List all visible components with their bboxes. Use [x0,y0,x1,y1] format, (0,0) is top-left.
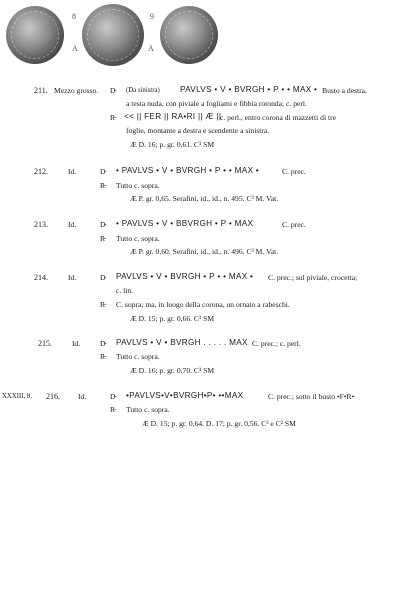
entry-metrics: Æ D. 15; p. gr. 0,66. C³ SM [130,314,215,323]
obverse-legend: •PAVLVS•V•BVRGH•P• ••MAX [126,391,244,400]
coin-image-8-obverse [6,6,64,64]
obverse-description: C. prec.; sul piviale, crocetta; [268,273,358,282]
coin-image-8-reverse [82,4,144,66]
legend-direction-note: (Da sinistra) [126,87,160,94]
entry-metrics: Æ D. 16; p. gr. 0,70. C³ SM [130,366,215,375]
entry-number: 215. [38,339,52,348]
coin-image-9 [160,6,218,64]
reverse-legend: << || FER || RA•RI || Æ || [124,112,222,121]
entry-number: 212. [34,167,48,176]
reverse-mark: R̴ [100,300,106,309]
obverse-mark: D̴ [110,86,116,95]
obverse-legend: • PAVLVS • V • BVRGH • P • • MAX • [116,166,259,175]
reverse-mark: R̴ [110,113,116,122]
entry-denomination: Mezzo grosso. [54,86,99,95]
entry-denomination: Id. [78,392,87,401]
entry-denomination: Id. [68,220,77,229]
obverse-legend: PAVLVS • V • BVRGH . . . . . MAX [116,338,248,347]
entry-number: 213. [34,220,48,229]
entry-number: 216. [46,392,60,401]
entry-metrics: Æ P. gr. 0,60. Serafini, id., id., n. 496. C³ M. Vat. [130,247,279,256]
plate-letter-a: A [148,44,154,53]
obverse-description: C. prec.; sotto il busto •F•R• [268,392,355,401]
entry-denomination: Id. [68,167,77,176]
obverse-description: C. prec.; c. perl. [252,339,301,348]
entry-number: 214. [34,273,48,282]
reverse-description: Tutto c. sopra. [116,181,160,190]
plate-reference: XXXIII, 8. [2,393,33,400]
reverse-description: C. sopra; ma, in luogo della corona, un ornato a rabeschi. [116,300,290,309]
entry-number: 211. [34,86,48,95]
obverse-mark: D̴ [100,273,106,282]
entry-metrics: Æ P. gr. 0,65. Serafini, id., id., n. 495. C³ M. Vat. [130,194,279,203]
entry-metrics: Æ D. 16; p. gr. 0,61. C³ SM [130,140,215,149]
obverse-mark: D̴ [100,220,106,229]
obverse-legend: PAVLVS • V • BVRGH • P • • MAX • [116,272,254,281]
obverse-legend: PAVLVS • V • BVRGH • P • • MAX • [180,85,318,94]
reverse-mark: R̴ [100,181,106,190]
obverse-description-cont: a testa nuda, con piviale a fogliami e fibbia rotonda; c. perl. [126,99,307,108]
reverse-description: c. perl., entro corona di mazzetti di tre [220,113,336,122]
plate-letter-a: A [72,44,78,53]
entry-denomination: Id. [68,273,77,282]
obverse-description: C. prec. [282,167,306,176]
reverse-description: Tutto c. sopra. [116,352,160,361]
reverse-mark: R̴ [100,352,106,361]
obverse-description: Busto a destra, [322,86,367,95]
reverse-description: Tutto c. sopra. [116,234,160,243]
entry-denomination: Id. [72,339,81,348]
entry-metrics: Æ D. 15; p. gr. 0,64. D. 17; p. gr. 0,56. C³ e C² SM [142,419,296,428]
reverse-mark: R̴ [110,405,116,414]
obverse-mark: D̴ [100,339,106,348]
obverse-mark: D̴ [110,392,116,401]
reverse-description-cont: foglie, montante a destra e scendente a sinistra. [126,126,270,135]
reverse-description: Tutto c. sopra. [126,405,170,414]
reverse-mark: R̴ [100,234,106,243]
obverse-description: C. prec. [282,220,306,229]
coin-plate [0,0,416,64]
obverse-description-cont: c. lin. [116,286,134,295]
obverse-mark: D̴ [100,167,106,176]
obverse-legend: • PAVLVS • V • BBVRGH • P • MAX [116,219,254,228]
plate-number-8: 8 [72,12,76,21]
plate-number-9: 9 [150,12,154,21]
